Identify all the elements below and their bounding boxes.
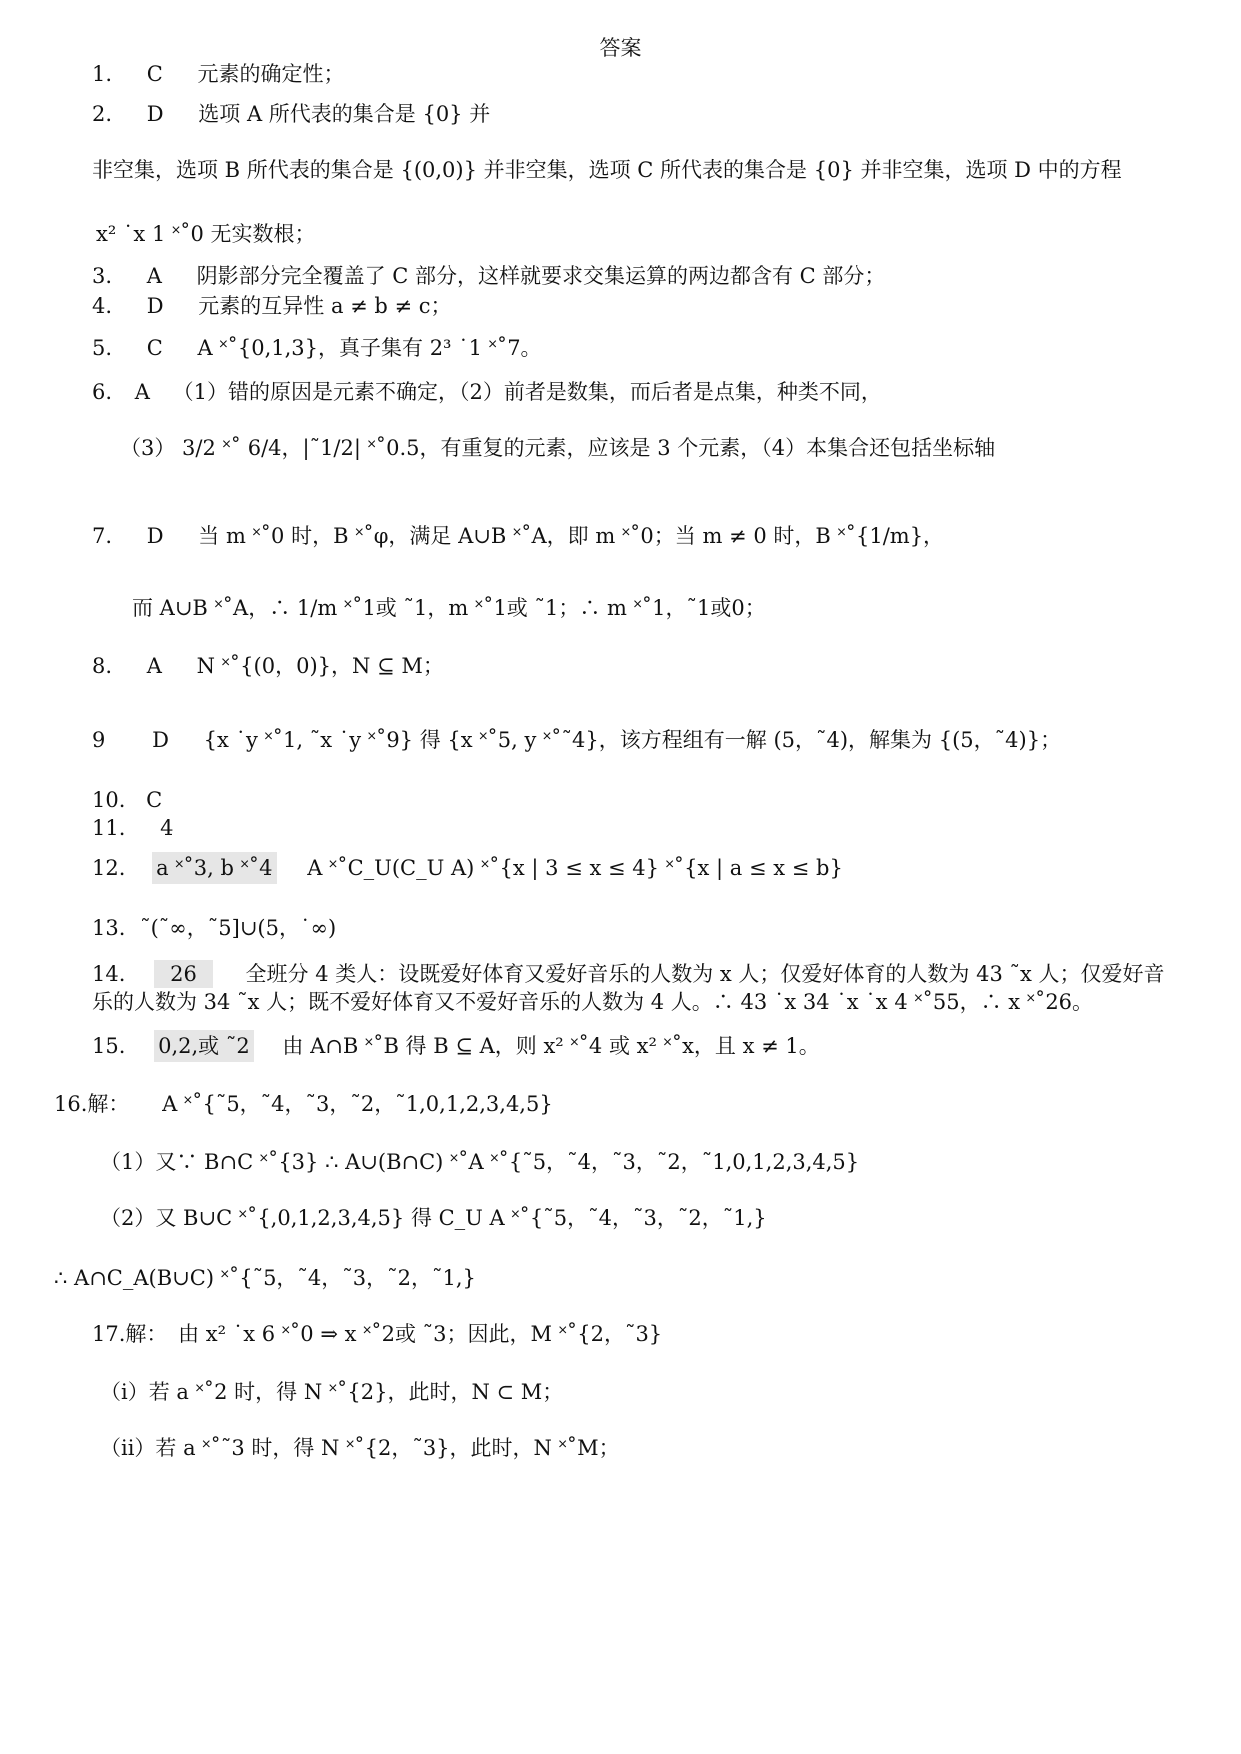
item-explanation: A ˟˚{0,1,3}，真子集有 2³ ˙1 ˟˚7。 xyxy=(197,336,542,360)
highlighted-answer: a ˟˚3, b ˟˚4 xyxy=(152,852,276,884)
item-answer: C xyxy=(146,62,163,86)
item-number: 5. xyxy=(92,336,113,360)
item-number: 1. xyxy=(92,62,113,86)
item-explanation: A ˟˚{˜5，˜4，˜3，˜2，˜1,0,1,2,3,4,5} xyxy=(162,1092,553,1116)
answer-line-2-equation: x² ˙x 1 ˟˚0 无实数根； xyxy=(96,222,316,246)
answer-line-11 xyxy=(92,816,173,841)
answer-line-7 xyxy=(92,524,944,549)
highlighted-answer: 26 xyxy=(154,960,213,988)
item-answer: A xyxy=(146,264,162,288)
item-number: 6. xyxy=(92,380,113,404)
item-number: 10. xyxy=(92,788,126,812)
item-explanation: {x ˙y ˟˚1, ˜x ˙y ˟˚9} 得 {x ˟˚5, y ˟˚˜4}，该方程组有一解 (5，˜4)，解集为 {(5，˜4)}； xyxy=(203,728,1062,752)
item-number: 11. xyxy=(92,816,126,840)
answer-line-17-case1: （i）若 a ˟˚2 时，得 N ˟˚{2}，此时，N ⊂ M； xyxy=(100,1380,564,1404)
answer-line-12 xyxy=(92,856,843,881)
item-explanation: 由 x² ˙x 6 ˟˚0 ⇒ x ˟˚2或 ˜3；因此，M ˟˚{2，˜3} xyxy=(178,1322,663,1346)
item-number: 17.解： xyxy=(92,1322,168,1346)
answer-line-2 xyxy=(92,102,490,127)
answer-line-5 xyxy=(92,336,542,361)
item-number: 2. xyxy=(92,102,113,126)
item-explanation: 全班分 4 类人：设既爱好体育又爱好音乐的人数为 x 人；仅爱好体育的人数为 43 ˜x 人；仅爱好音 xyxy=(245,962,1165,986)
highlighted-answer: 0,2,或 ˜2 xyxy=(154,1030,254,1062)
item-number: 7. xyxy=(92,524,113,548)
answer-line-15 xyxy=(92,1034,820,1059)
item-number: 8. xyxy=(92,654,113,678)
answer-line-16-conclusion: ∴ A∩C_A(B∪C) ˟˚{˜5，˜4，˜3，˜2，˜1,} xyxy=(54,1266,476,1290)
item-answer: 4 xyxy=(160,816,174,840)
item-explanation: 选项 A 所代表的集合是 {0} 并 xyxy=(198,102,491,126)
item-explanation: 由 A∩B ˟˚B 得 B ⊆ A，则 x² ˟˚4 或 x² ˟˚x，且 x ≠ 1。 xyxy=(282,1034,820,1058)
item-answer: D xyxy=(146,102,164,126)
answer-line-10 xyxy=(92,788,162,813)
item-explanation: （1）错的原因是元素不确定，（2）前者是数集，而后者是点集，种类不同， xyxy=(172,380,882,404)
answer-line-2-cont: 非空集，选项 B 所代表的集合是 {(0,0)} 并非空集，选项 C 所代表的集合是 {0} 并非空集，选项 D 中的方程 xyxy=(92,158,1122,182)
answer-line-13 xyxy=(92,916,336,941)
answer-line-17-case2: （ii）若 a ˟˚˜3 时，得 N ˟˚{2，˜3}，此时，N ˟˚M； xyxy=(100,1436,620,1460)
item-number: 16.解： xyxy=(54,1092,130,1116)
item-explanation: ˜(˜∞，˜5]∪(5，˙∞) xyxy=(140,916,337,940)
answer-line-14-cont: 乐的人数为 34 ˜x 人；既不爱好体育又不爱好音乐的人数为 4 人。∴ 43 ˙x 34 ˙x ˙x 4 ˟˚55，∴ x ˟˚26。 xyxy=(92,990,1094,1014)
answer-line-6-cont: （3） 3/2 ˟˚ 6/4，|˜1/2| ˟˚0.5，有重复的元素，应该是 3 个元素，（4）本集合还包括坐标轴 xyxy=(120,436,996,460)
answer-line-8 xyxy=(92,654,444,679)
answer-line-4 xyxy=(92,294,452,319)
item-answer: D xyxy=(152,728,169,752)
item-number: 15. xyxy=(92,1034,126,1058)
item-answer: A xyxy=(146,654,162,678)
page-title: 答案 xyxy=(599,36,642,60)
item-explanation: 当 m ˟˚0 时，B ˟˚φ，满足 A∪B ˟˚A，即 m ˟˚0；当 m ≠ 0 时，B ˟˚{1/m}， xyxy=(198,524,945,548)
item-answer: A xyxy=(134,380,150,404)
item-explanation: A ˟˚C_U(C_U A) ˟˚{x | 3 ≤ x ≤ 4} ˟˚{x | a ≤ x ≤ b} xyxy=(307,856,843,880)
item-explanation: 阴影部分完全覆盖了 C 部分，这样就要求交集运算的两边都含有 C 部分； xyxy=(196,264,886,288)
answer-line-16 xyxy=(54,1092,553,1117)
item-answer: D xyxy=(146,294,164,318)
item-number: 13. xyxy=(92,916,126,940)
answer-line-16-part1: （1）又∵ B∩C ˟˚{3} ∴ A∪(B∩C) ˟˚A ˟˚{˜5，˜4，˜3，˜2，˜1,0,1,2,3,4,5} xyxy=(100,1150,860,1174)
answer-line-17 xyxy=(92,1322,662,1347)
answer-line-9 xyxy=(92,728,1061,753)
item-number: 12. xyxy=(92,856,126,880)
answer-line-7-cont: 而 A∪B ˟˚A，∴ 1/m ˟˚1或 ˜1，m ˟˚1或 ˜1；∴ m ˟˚1，˜1或0； xyxy=(132,596,766,620)
item-number: 4. xyxy=(92,294,113,318)
item-answer: C xyxy=(146,336,163,360)
item-explanation: N ˟˚{(0，0)}，N ⊆ M； xyxy=(196,654,444,678)
answer-line-1 xyxy=(92,62,345,87)
answer-line-16-part2: （2）又 B∪C ˟˚{,0,1,2,3,4,5} 得 C_U A ˟˚{˜5，˜4，˜3，˜2，˜1,} xyxy=(100,1206,767,1230)
item-answer: C xyxy=(146,788,163,812)
item-number: 3. xyxy=(92,264,113,288)
answer-line-6 xyxy=(92,380,882,405)
item-number: 14. xyxy=(92,962,126,986)
answer-line-14 xyxy=(92,962,1165,987)
item-explanation: 元素的确定性； xyxy=(197,62,345,86)
item-explanation: 元素的互异性 a ≠ b ≠ c； xyxy=(198,294,452,318)
item-answer: D xyxy=(146,524,164,548)
answer-line-3 xyxy=(92,264,885,289)
item-number: 9 xyxy=(92,728,106,752)
